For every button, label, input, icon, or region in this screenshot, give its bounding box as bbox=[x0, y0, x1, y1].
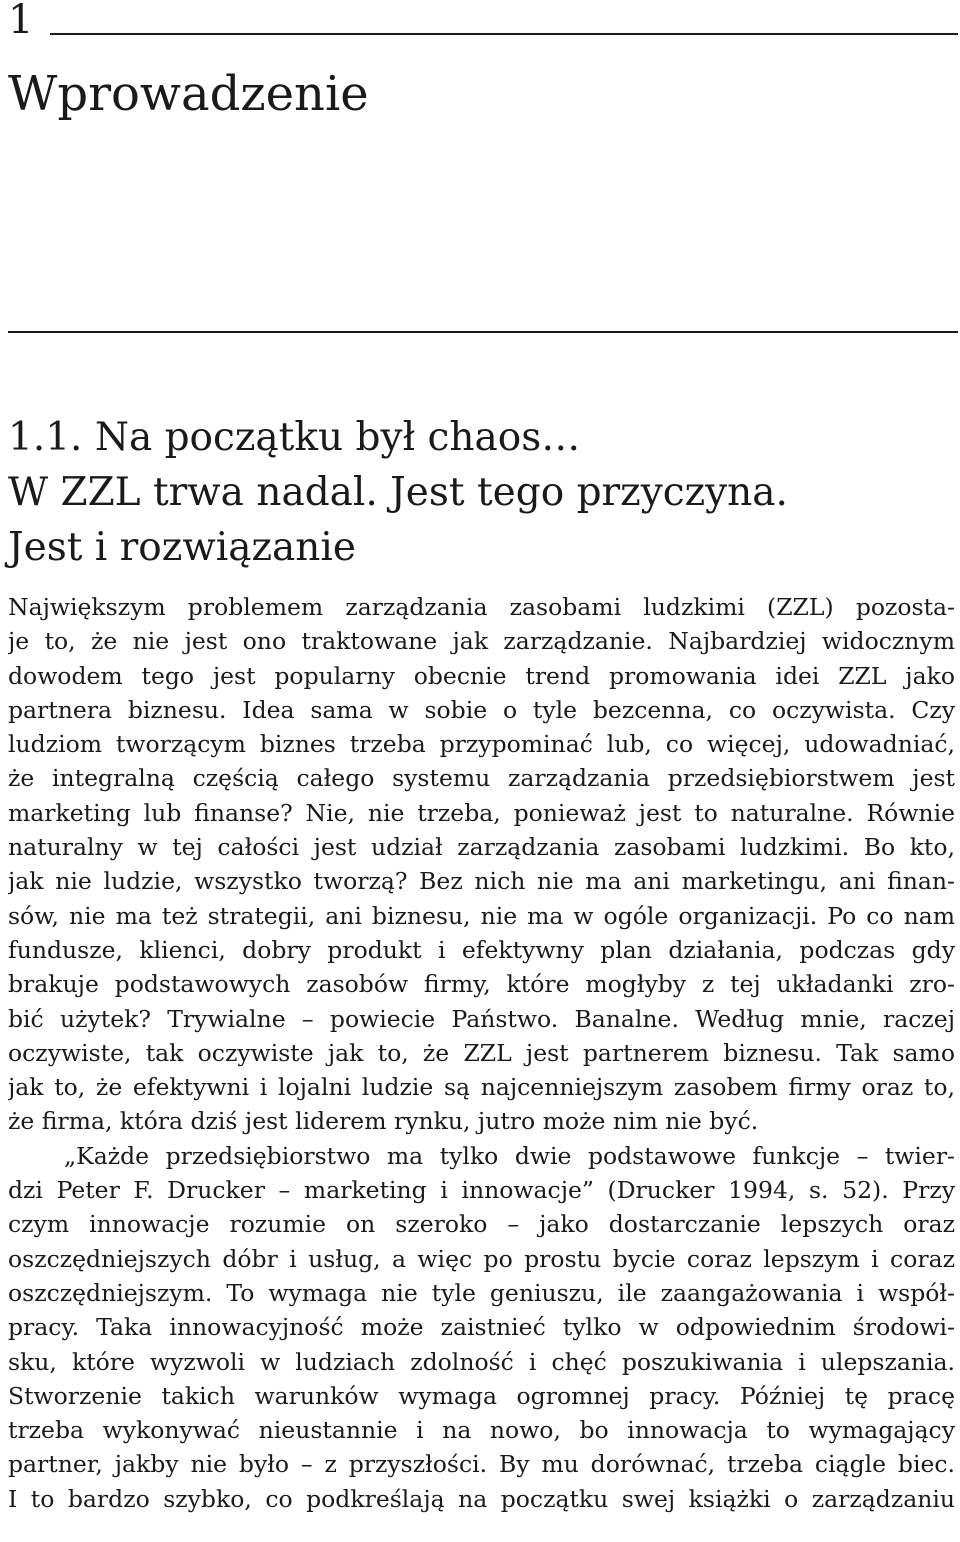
text-line: partnera biznesu. Idea sama w sobie o tyle bezcenna, co oczywista. Czy bbox=[8, 695, 955, 724]
text-line: jak to, że efektywni i lojalni ludzie są najcenniejszym zasobem firmy oraz to, bbox=[8, 1073, 955, 1102]
chapter-header bbox=[8, 0, 958, 42]
text-line: dzi Peter F. Drucker – marketing i innowacje” (Drucker 1994, s. 52). Przy bbox=[8, 1176, 955, 1205]
text-line: Stworzenie takich warunków wymaga ogromnej pracy. Później tę pracę bbox=[8, 1381, 955, 1410]
text-line: sku, które wyzwoli w ludziach zdolność i chęć poszukiwania i ulepszania. bbox=[8, 1347, 955, 1376]
text-line: je to, że nie jest ono traktowane jak zarządzanie. Najbardziej widocznym bbox=[8, 627, 955, 656]
text-line: pracy. Taka innowacyjność może zaistnieć tylko w odpowiednim środowi- bbox=[8, 1313, 955, 1342]
chapter-title: Wprowadzenie bbox=[8, 66, 369, 122]
text-line: dowodem tego jest popularny obecnie trend promowania idei ZZL jako bbox=[8, 661, 955, 690]
text-line: że firma, która dziś jest liderem rynku, jutro może nim nie być. bbox=[8, 1107, 759, 1136]
text-line: że integralną częścią całego systemu zarządzania przedsiębiorstwem jest bbox=[8, 764, 955, 793]
text-line: naturalny w tej całości jest udział zarządzania zasobami ludzkimi. Bo kto, bbox=[8, 833, 955, 862]
section-divider bbox=[8, 331, 958, 333]
text-line: marketing lub finanse? Nie, nie trzeba, ponieważ jest to naturalne. Równie bbox=[8, 798, 955, 827]
chapter-header-rule bbox=[50, 33, 958, 35]
section-title-line: W ZZL trwa nadal. Jest tego przyczyna. bbox=[8, 470, 788, 515]
section-title bbox=[8, 410, 948, 575]
section-title-line: 1.1. Na początku był chaos… bbox=[8, 415, 581, 460]
text-line: oczywiste, tak oczywiste jak to, że ZZL jest partnerem biznesu. Tak samo bbox=[8, 1038, 955, 1067]
text-line: „Każde przedsiębiorstwo ma tylko dwie podstawowe funkcje – twier- bbox=[64, 1141, 955, 1170]
body-text bbox=[8, 590, 955, 1516]
section-title-line: Jest i rozwiązanie bbox=[8, 525, 356, 570]
chapter-number: 1 bbox=[8, 0, 34, 43]
text-line: oszczędniejszym. To wymaga nie tyle geniuszu, ile zaangażowania i współ- bbox=[8, 1278, 955, 1307]
text-line: jak nie ludzie, wszystko tworzą? Bez nich nie ma ani marketingu, ani finan- bbox=[8, 867, 955, 896]
text-line: oszczędniejszych dóbr i usług, a więc po prostu bycie coraz lepszym i coraz bbox=[8, 1244, 955, 1273]
text-line: fundusze, klienci, dobry produkt i efektywny plan działania, podczas gdy bbox=[8, 935, 955, 964]
text-line: brakuje podstawowych zasobów firmy, które mogłyby z tej układanki zro- bbox=[8, 970, 955, 999]
text-line: Największym problemem zarządzania zasobami ludzkimi (ZZL) pozosta- bbox=[8, 593, 955, 621]
text-line: sów, nie ma też strategii, ani biznesu, nie ma w ogóle organizacji. Po co nam bbox=[8, 901, 955, 930]
text-line: ludziom tworzącym biznes trzeba przypominać lub, co więcej, udowadniać, bbox=[8, 730, 955, 759]
text-line: partner, jakby nie było – z przyszłości. By mu dorównać, trzeba ciągle biec. bbox=[8, 1450, 955, 1479]
text-line: bić użytek? Trywialne – powiecie Państwo. Banalne. Według mnie, raczej bbox=[8, 1004, 955, 1033]
text-line: I to bardzo szybko, co podkreślają na początku swej książki o zarządzaniu bbox=[8, 1484, 955, 1513]
text-line: czym innowacje rozumie on szeroko – jako dostarczanie lepszych oraz bbox=[8, 1210, 955, 1239]
text-line: trzeba wykonywać nieustannie i na nowo, bo innowacja to wymagający bbox=[8, 1416, 955, 1445]
